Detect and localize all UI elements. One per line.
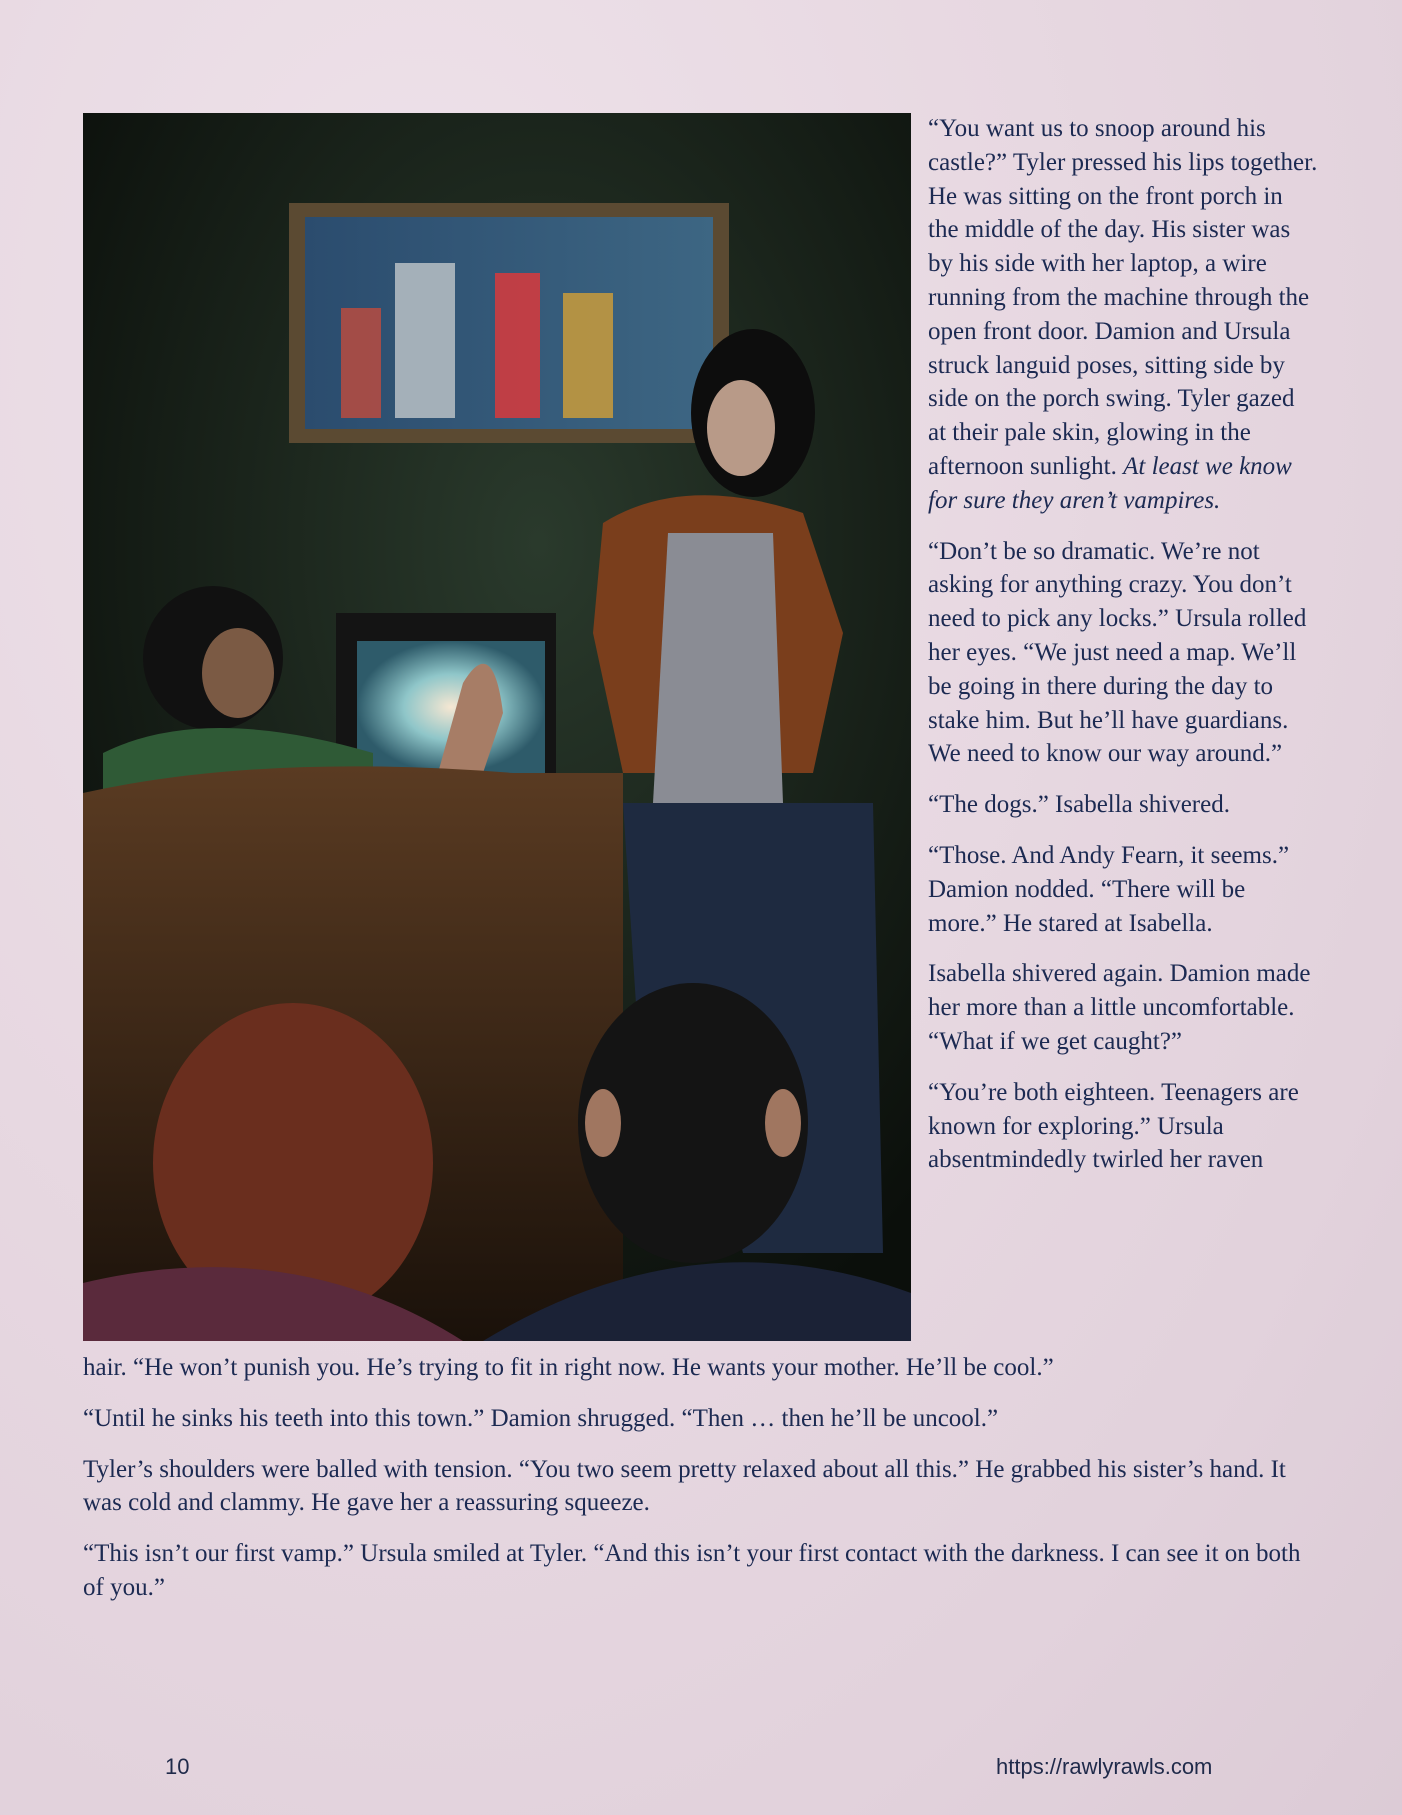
illustration-art <box>83 113 911 1341</box>
wrapped-text-column <box>928 112 1318 1177</box>
paragraph: Tyler’s shoulders were balled with tension. “You two seem pretty relaxed about all this.” He grabbed his sister’s hand. It was cold and clammy. He gave her a reassuring squeeze. <box>83 1455 1286 1517</box>
paragraph: “Until he sinks his teeth into this town.” Damion shrugged. “Then … then he’ll be uncool.” <box>83 1404 999 1432</box>
paragraph: “You want us to snoop around his castle?” Tyler pressed his lips together. He was sitting on the front porch in the middle of the day. His sister was by his side with her laptop, a wire running from the machine through the open front door. Damion and Ursula struck languid poses, sitting side by side on the porch swing. Tyler gazed at their pale skin, glowing in the afternoon sunlight. At least we know for sure they aren’t vampires. <box>928 115 1318 514</box>
website-link[interactable]: https://rawlyrawls.com <box>996 1754 1213 1779</box>
page-number: 10 <box>165 1754 190 1779</box>
paragraph: “You’re both eighteen. Teenagers are known for exploring.” Ursula absentmindedly twirled her raven <box>928 1078 1299 1174</box>
paragraph: Isabella shivered again. Damion made her more than a little uncomfortable. “What if we get caught?” <box>928 960 1311 1055</box>
paragraph: “The dogs.” Isabella shivered. <box>928 791 1230 819</box>
paragraph: “Those. And Andy Fearn, it seems.” Damion nodded. “There will be more.” He stared at Isabella. <box>928 841 1290 937</box>
paragraph: “This isn’t our first vamp.” Ursula smiled at Tyler. “And this isn’t your first contact with the darkness. I can see it on both of you.” <box>83 1540 1301 1601</box>
story-illustration <box>83 113 911 1341</box>
paragraph-continuation: hair. “He won’t punish you. He’s trying to fit in right now. He wants your mother. He’ll be cool.” <box>83 1354 1054 1381</box>
italic-thought: At least we know for sure they aren’t vampires. <box>928 452 1292 514</box>
full-width-text <box>83 1351 1323 1622</box>
paragraph: “Don’t be so dramatic. We’re not asking for anything crazy. You don’t need to pick any locks.” Ursula rolled her eyes. “We just need a map. We’ll be going in there during the day to stake him. But he’ll have guardians. We need to know our way around.” <box>928 537 1307 768</box>
